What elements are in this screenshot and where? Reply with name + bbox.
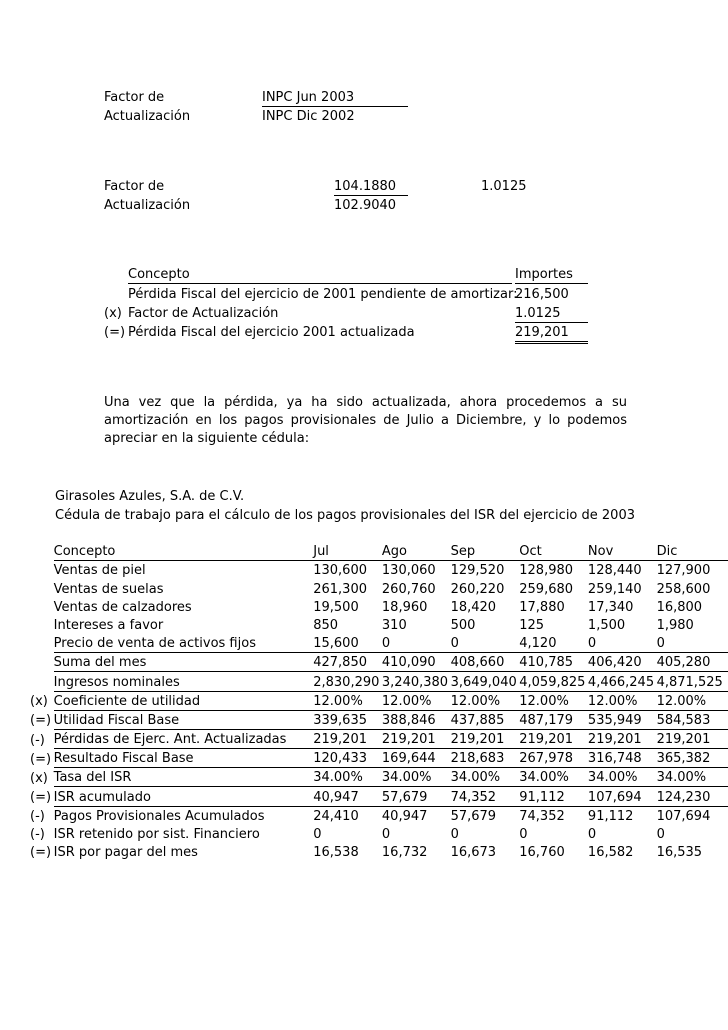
cell-jul: 40,947 xyxy=(313,787,382,806)
amount-header: Importes xyxy=(515,267,588,284)
cell-ago: 18,960 xyxy=(381,599,428,615)
cell-jul: 15,600 xyxy=(313,634,382,653)
cell-nov: 406,420 xyxy=(588,653,657,672)
row-label: Precio de venta de activos fijos xyxy=(54,634,314,653)
row-operator xyxy=(30,598,54,616)
cedula-row-suma-del-mes xyxy=(30,653,728,672)
row-label: Ventas de suelas xyxy=(53,581,164,597)
cell-ago: 0 xyxy=(381,827,391,842)
concept-row-label: Pérdida Fiscal del ejercicio de 2001 pendiente de amortizar: xyxy=(128,287,518,302)
cell-nov: 219,201 xyxy=(588,729,657,748)
cell-dic: 16,800 xyxy=(656,599,703,615)
cell-oct: 91,112 xyxy=(519,787,588,806)
concept-row-op: (=) xyxy=(104,325,126,340)
cell-oct: 12.00% xyxy=(519,691,588,710)
factor-def-denominator: INPC Dic 2002 xyxy=(262,109,355,124)
cedula-row-ventas-de-suelas xyxy=(30,579,728,597)
cedula-table xyxy=(30,542,728,861)
cell-dic: 4,871,525 xyxy=(657,672,728,691)
cell-sep: 219,201 xyxy=(451,729,520,748)
cell-jul: 0 xyxy=(313,827,322,842)
cell-dic: 12.00% xyxy=(657,691,728,710)
header-month-dic: Dic xyxy=(657,542,728,561)
cell-oct: 128,980 xyxy=(519,563,574,579)
cell-dic: 0 xyxy=(657,634,728,653)
row-operator xyxy=(30,616,54,634)
cell-ago: 3,240,380 xyxy=(382,672,451,691)
cell-ago: 130,060 xyxy=(381,563,436,579)
cedula-row-pagos-provisionales-acumulados xyxy=(30,806,728,825)
cell-sep: 500 xyxy=(450,617,476,633)
row-label: Intereses a favor xyxy=(53,617,164,633)
concept-row-op: (x) xyxy=(104,306,122,321)
cedula-row-utilidad-fiscal-base xyxy=(30,710,728,729)
cell-nov: 0 xyxy=(588,634,657,653)
row-label: ISR por pagar del mes xyxy=(53,845,198,861)
factor-calc-numerator: 104.1880 xyxy=(334,179,408,196)
cedula-row-isr-acumulado xyxy=(30,787,728,806)
cell-nov: 17,340 xyxy=(587,599,634,615)
cell-ago: 0 xyxy=(382,634,451,653)
cell-dic: 219,201 xyxy=(657,729,728,748)
cell-jul: 850 xyxy=(313,617,339,633)
cell-dic: 34.00% xyxy=(657,768,728,787)
cell-sep: 129,520 xyxy=(450,563,505,579)
cell-oct: 125 xyxy=(519,617,545,633)
cell-jul: 427,850 xyxy=(313,653,382,672)
factor-def-label-line1: Factor de xyxy=(104,90,165,105)
cell-ago: 16,732 xyxy=(381,845,428,861)
row-operator: (=) xyxy=(30,751,52,767)
cell-nov: 16,582 xyxy=(587,845,634,861)
row-operator: (-) xyxy=(30,808,45,824)
row-label: Suma del mes xyxy=(54,653,314,672)
cell-ago: 169,644 xyxy=(382,749,451,768)
row-operator: (=) xyxy=(30,713,52,729)
cell-jul: 130,600 xyxy=(313,563,367,579)
cedula-row-coeficiente-de-utilidad xyxy=(30,691,728,710)
cell-oct: 487,179 xyxy=(519,710,588,729)
row-label: Pérdidas de Ejerc. Ant. Actualizadas xyxy=(54,729,314,748)
row-label: Ventas de piel xyxy=(53,563,146,579)
cell-sep: 3,649,040 xyxy=(451,672,520,691)
header-concept: Concepto xyxy=(54,542,314,561)
factor-calc-denominator: 102.9040 xyxy=(334,198,397,213)
row-operator: (x) xyxy=(30,770,48,786)
row-operator: (-) xyxy=(30,732,45,748)
header-month-oct: Oct xyxy=(519,542,588,561)
cedula-row-ventas-de-calzadores xyxy=(30,598,728,616)
row-operator xyxy=(30,672,54,691)
cell-nov: 107,694 xyxy=(588,787,657,806)
cell-nov: 128,440 xyxy=(587,563,642,579)
cell-oct: 0 xyxy=(519,827,528,842)
cell-oct: 17,880 xyxy=(519,599,565,615)
cedula-row-resultado-fiscal-base xyxy=(30,749,728,768)
company-name: Girasoles Azules, S.A. de C.V. xyxy=(55,489,245,504)
cedula-row-intereses-a-favor xyxy=(30,616,728,634)
concept-row-value: 1.0125 xyxy=(515,306,588,323)
cell-jul: 19,500 xyxy=(313,599,359,615)
cell-sep: 0 xyxy=(450,827,459,842)
row-label: Resultado Fiscal Base xyxy=(54,749,314,768)
cell-nov: 259,140 xyxy=(587,581,642,597)
row-label: ISR acumulado xyxy=(54,787,314,806)
row-label: ISR retenido por sist. Financiero xyxy=(53,827,260,842)
cell-sep: 12.00% xyxy=(451,691,520,710)
cell-oct: 4,120 xyxy=(519,634,588,653)
cell-sep: 34.00% xyxy=(451,768,520,787)
cell-dic: 258,600 xyxy=(656,581,711,597)
cell-ago: 219,201 xyxy=(382,729,451,748)
header-op-cell xyxy=(30,542,54,561)
cedula-title: Cédula de trabajo para el cálculo de los pagos provisionales del ISR del ejercicio de 2003 xyxy=(55,508,635,523)
cell-jul: 24,410 xyxy=(313,808,359,824)
cell-jul: 34.00% xyxy=(313,768,382,787)
explanation-paragraph: Una vez que la pérdida, ya ha sido actualizada, ahora procedemos a su amortización en los pagos provisionales de Julio a Diciembre, y lo podemos apreciar en la siguiente cédula: xyxy=(104,395,627,446)
cell-ago: 34.00% xyxy=(382,768,451,787)
cell-dic: 1,980 xyxy=(656,617,694,633)
cedula-row-perdidas-de-ejerc-ant-actualizadas xyxy=(30,729,728,748)
row-label: Utilidad Fiscal Base xyxy=(54,710,314,729)
concept-row-value: 216,500 xyxy=(515,287,569,302)
cedula-row-precio-de-venta-de-activos-fijos xyxy=(30,634,728,653)
cell-ago: 260,760 xyxy=(381,581,436,597)
row-operator xyxy=(30,653,54,672)
cell-jul: 261,300 xyxy=(313,581,367,597)
cell-nov: 12.00% xyxy=(588,691,657,710)
cell-ago: 12.00% xyxy=(382,691,451,710)
cell-dic: 16,535 xyxy=(656,845,703,861)
cell-sep: 260,220 xyxy=(450,581,505,597)
cedula-row-ventas-de-piel xyxy=(30,561,728,580)
cell-sep: 218,683 xyxy=(451,749,520,768)
cell-sep: 74,352 xyxy=(451,787,520,806)
row-label: Ventas de calzadores xyxy=(53,599,192,615)
cell-dic: 405,280 xyxy=(657,653,728,672)
row-operator xyxy=(30,561,54,580)
cedula-header-row xyxy=(30,542,728,561)
cell-sep: 57,679 xyxy=(450,808,497,824)
cell-oct: 74,352 xyxy=(519,808,565,824)
row-label: Ingresos nominales xyxy=(54,672,314,691)
cell-ago: 57,679 xyxy=(382,787,451,806)
cell-dic: 584,583 xyxy=(657,710,728,729)
row-operator: (=) xyxy=(30,790,52,806)
row-operator: (x) xyxy=(30,694,48,710)
cell-nov: 34.00% xyxy=(588,768,657,787)
cell-jul: 12.00% xyxy=(313,691,382,710)
cell-oct: 259,680 xyxy=(519,581,574,597)
cedula-row-isr-retenido-por-sist-financiero xyxy=(30,825,728,843)
cell-ago: 410,090 xyxy=(382,653,451,672)
concept-row-label: Pérdida Fiscal del ejercicio 2001 actualizada xyxy=(128,325,415,340)
concept-row-label: Factor de Actualización xyxy=(128,306,279,321)
row-label: Tasa del ISR xyxy=(54,768,314,787)
cell-nov: 535,949 xyxy=(588,710,657,729)
cedula-row-isr-por-pagar-del-mes xyxy=(30,843,728,861)
cell-oct: 16,760 xyxy=(519,845,565,861)
cell-jul: 16,538 xyxy=(313,845,359,861)
cell-dic: 107,694 xyxy=(656,808,711,824)
cell-nov: 316,748 xyxy=(588,749,657,768)
cell-jul: 120,433 xyxy=(313,749,382,768)
cell-oct: 267,978 xyxy=(519,749,588,768)
concept-row-total: 219,201 xyxy=(515,325,588,344)
header-month-nov: Nov xyxy=(588,542,657,561)
row-operator: (-) xyxy=(30,827,45,842)
factor-calc-result: 1.0125 xyxy=(481,179,527,194)
cell-oct: 410,785 xyxy=(519,653,588,672)
row-label: Coeficiente de utilidad xyxy=(54,691,314,710)
row-operator xyxy=(30,579,54,597)
factor-calc-label-line2: Actualización xyxy=(104,198,191,213)
cell-sep: 18,420 xyxy=(450,599,497,615)
cell-sep: 0 xyxy=(451,634,520,653)
cell-jul: 219,201 xyxy=(313,729,382,748)
cell-dic: 0 xyxy=(656,827,665,842)
concept-header: Concepto xyxy=(128,267,512,284)
cell-jul: 339,635 xyxy=(313,710,382,729)
cell-oct: 34.00% xyxy=(519,768,588,787)
cell-ago: 310 xyxy=(381,617,407,633)
cell-oct: 219,201 xyxy=(519,729,588,748)
cell-dic: 124,230 xyxy=(657,787,728,806)
factor-calc-label-line1: Factor de xyxy=(104,179,165,194)
cedula-row-tasa-del-isr xyxy=(30,768,728,787)
cell-sep: 408,660 xyxy=(451,653,520,672)
cell-oct: 4,059,825 xyxy=(519,672,588,691)
row-label: Pagos Provisionales Acumulados xyxy=(53,808,265,824)
cell-nov: 0 xyxy=(587,827,597,842)
row-operator: (=) xyxy=(30,845,52,861)
header-month-ago: Ago xyxy=(382,542,451,561)
cedula-row-ingresos-nominales xyxy=(30,672,728,691)
cell-nov: 91,112 xyxy=(587,808,634,824)
cell-jul: 2,830,290 xyxy=(313,672,382,691)
cell-sep: 16,673 xyxy=(450,845,497,861)
cell-dic: 127,900 xyxy=(656,563,711,579)
cell-ago: 388,846 xyxy=(382,710,451,729)
factor-def-label-line2: Actualización xyxy=(104,109,191,124)
cell-dic: 365,382 xyxy=(657,749,728,768)
header-month-jul: Jul xyxy=(313,542,382,561)
cell-nov: 4,466,245 xyxy=(588,672,657,691)
cell-sep: 437,885 xyxy=(451,710,520,729)
cell-nov: 1,500 xyxy=(587,617,626,633)
factor-def-numerator: INPC Jun 2003 xyxy=(262,90,408,107)
cell-ago: 40,947 xyxy=(381,808,428,824)
header-month-sep: Sep xyxy=(451,542,520,561)
row-operator xyxy=(30,634,54,653)
